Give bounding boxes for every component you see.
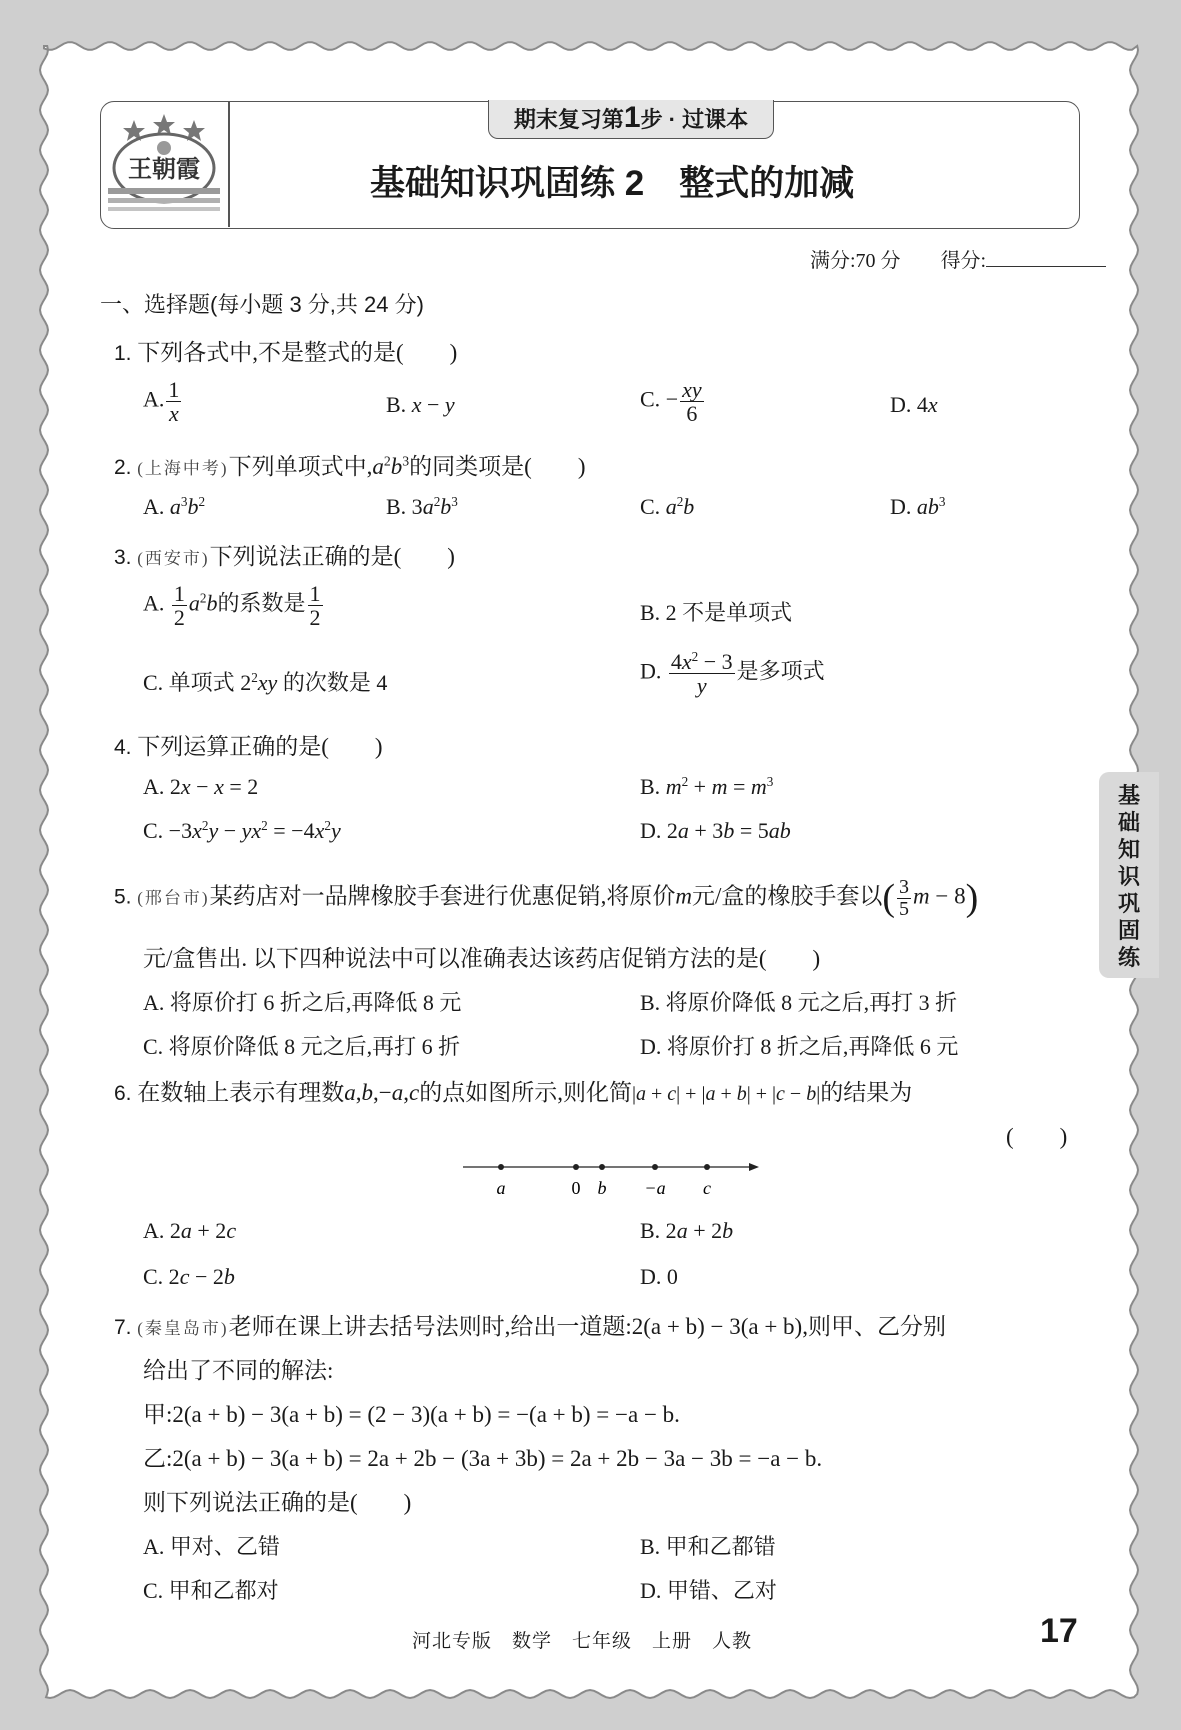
question-1 xyxy=(114,334,457,367)
q2-option-a[interactable]: A. $a^3b^2$ xyxy=(143,494,206,519)
question-5: 5. (邢台市)某药店对一品牌橡胶手套进行优惠促销,将原价m元/盒的橡胶手套以( $\frac{3}{5}$ m − 8) xyxy=(114,875,979,920)
question-stem-mid: 元/盒的橡胶手套以 xyxy=(691,883,883,909)
page-number: 17 xyxy=(1040,1612,1078,1650)
q6-option-c[interactable]: C. 2c − 2b xyxy=(143,1264,235,1289)
side-tab-char: 知 xyxy=(1117,837,1140,862)
q7-solution-yi: 乙:2(a + b) − 3(a + b) = 2a + 2b − (3a + 3b) = 2a + 2b − 3a − 3b = −a − b. xyxy=(143,1446,823,1471)
footer-text: 河北专版 数学 七年级 上册 人教 xyxy=(412,1631,753,1652)
brand-logo xyxy=(104,106,224,222)
question-stem: 下列单项式中, xyxy=(228,454,373,479)
q3-option-a[interactable]: A. $\frac{1}{2}$ $a^2b$的系数是 $\frac{1}{2}$ xyxy=(143,581,321,631)
axis-arrow xyxy=(749,1163,759,1171)
question-number: 7. xyxy=(114,1316,132,1339)
question-number: 6. xyxy=(114,1082,132,1105)
side-tab-char: 巩 xyxy=(1117,891,1140,916)
q7-option-b[interactable]: B. 甲和乙都错 xyxy=(640,1534,776,1559)
score-blank[interactable] xyxy=(986,266,1106,267)
label-c: c xyxy=(703,1178,711,1198)
point-c xyxy=(704,1164,710,1170)
q7-ask: 则下列说法正确的是( ) xyxy=(143,1490,412,1515)
question-stem: 在数轴上表示有理数 xyxy=(137,1080,345,1105)
page-title: 基础知识巩固练 2 整式的加减 xyxy=(370,164,855,203)
q1-option-c[interactable]: C. − $\frac{xy}{6}$ xyxy=(640,377,702,427)
label-a: a xyxy=(496,1178,506,1198)
q1-option-b[interactable]: B. x − y xyxy=(386,392,455,417)
step-suffix: 步 · 过课本 xyxy=(640,107,749,132)
q4-option-d[interactable]: D. 2a + 3b = 5ab xyxy=(640,818,791,843)
option-text-end: 的次数是 4 xyxy=(277,670,388,695)
point-b xyxy=(599,1164,605,1170)
side-tab-char: 练 xyxy=(1117,945,1140,970)
svg-text:王朝霞: 王朝霞 xyxy=(128,154,200,183)
question-source: (上海中考) xyxy=(137,459,229,478)
q4-option-a[interactable]: A. 2x − x = 2 xyxy=(143,774,259,799)
side-tab-char: 基 xyxy=(1117,783,1140,808)
question-7 xyxy=(114,1308,946,1341)
question-4 xyxy=(114,728,383,761)
q6-option-a[interactable]: A. 2a + 2c xyxy=(143,1218,237,1243)
q7-option-a[interactable]: A. 甲对、乙错 xyxy=(143,1534,280,1559)
question-2: 2. (上海中考)下列单项式中$,a^2b^3$的同类项是( ) xyxy=(114,453,586,479)
question-stem: 下列运算正确的是( ) xyxy=(137,734,383,759)
q1-option-a[interactable]: A. $\frac{1}{x}$ xyxy=(143,377,180,427)
option-text: 的系数是 xyxy=(217,590,306,616)
q3-option-b[interactable]: B. 2 不是单项式 xyxy=(640,600,793,625)
question-stem: 某药店对一品牌橡胶手套进行优惠促销,将原价 xyxy=(209,883,676,909)
side-tab xyxy=(1099,772,1159,978)
side-tab-char: 固 xyxy=(1117,918,1140,943)
q6-option-d[interactable]: D. 0 xyxy=(640,1264,678,1289)
question-source: (西安市) xyxy=(137,549,210,568)
q1-option-d[interactable]: D. 4x xyxy=(890,392,938,417)
option-label: D. xyxy=(890,392,912,417)
q7-solution-jia: 甲:2(a + b) − 3(a + b) = (2 − 3)(a + b) = −(a + b) = −a − b. xyxy=(143,1402,680,1427)
option-label: A. xyxy=(143,386,165,412)
label-zero: 0 xyxy=(571,1178,581,1198)
question-stem: 下列说法正确的是( ) xyxy=(209,544,455,569)
q2-option-c[interactable]: C. $a^2b$ xyxy=(640,494,695,519)
side-tab-char: 识 xyxy=(1117,864,1140,889)
q7-stem-continued: 给出了不同的解法: xyxy=(143,1358,334,1383)
section-title: 一、选择题(每小题 3 分,共 24 分) xyxy=(100,292,424,317)
question-3 xyxy=(114,538,455,571)
option-label: C. xyxy=(640,386,661,412)
point-a xyxy=(498,1164,504,1170)
point-zero xyxy=(573,1164,579,1170)
step-number: 1 xyxy=(623,101,641,134)
step-prefix: 期末复习第 xyxy=(513,107,624,132)
label-neg-a: −a xyxy=(644,1178,666,1198)
q2-option-b[interactable]: B. $3a^2b^3$ xyxy=(386,494,458,519)
option-label: B. xyxy=(386,392,407,417)
question-number: 5. xyxy=(114,885,132,909)
question-stem-end: 的同类项是( ) xyxy=(409,454,586,479)
number-line xyxy=(455,1150,765,1200)
question-stem-end: 的结果为 xyxy=(820,1080,913,1105)
point-neg-a xyxy=(652,1164,658,1170)
side-tab-char: 础 xyxy=(1117,810,1140,835)
q5-option-a[interactable]: A. 将原价打 6 折之后,再降低 8 元 xyxy=(143,990,462,1015)
option-text: C. 单项式 xyxy=(143,670,241,695)
q5-option-b[interactable]: B. 将原价降低 8 元之后,再打 3 折 xyxy=(640,990,958,1015)
question-source: (邢台市) xyxy=(137,888,210,908)
q4-option-c[interactable]: C. $-3x^2y - yx^2 = -4x^2y$ xyxy=(143,818,341,843)
q5-option-d[interactable]: D. 将原价打 8 折之后,再降低 6 元 xyxy=(640,1034,959,1059)
header-divider xyxy=(228,101,230,227)
full-score: 满分:70 分 xyxy=(810,250,901,272)
q2-option-d[interactable]: D. $ab^3$ xyxy=(890,494,946,519)
q6-option-b[interactable]: B. 2a + 2b xyxy=(640,1218,734,1243)
question-6: 6. 在数轴上表示有理数a,b,−a,c的点如图所示,则化简|a + c| + |a + b| + |c − b|的结果为 xyxy=(114,1080,913,1105)
question-number: 1. xyxy=(114,342,132,365)
q3-option-c[interactable]: C. 单项式 $2^2xy$ 的次数是 4 xyxy=(143,670,388,695)
q6-answer-paren[interactable]: ( ) xyxy=(1006,1124,1068,1149)
q7-option-c[interactable]: C. 甲和乙都对 xyxy=(143,1578,279,1603)
option-text: 是多项式 xyxy=(736,658,825,684)
q3-option-d[interactable]: D. $\frac{4x^2 - 3}{y}$ 是多项式 xyxy=(640,649,825,699)
score-line xyxy=(810,244,1106,273)
q5-stem-continued: 元/盒售出. 以下四种说法中可以准确表达该药店促销方法的是( ) xyxy=(143,946,821,971)
q5-option-c[interactable]: C. 将原价降低 8 元之后,再打 6 折 xyxy=(143,1034,461,1059)
score-label: 得分: xyxy=(940,250,987,272)
question-stem: 老师在课上讲去括号法则时,给出一道题:2(a + b) − 3(a + b),则甲、乙分别 xyxy=(228,1314,946,1339)
question-number: 3. xyxy=(114,546,132,569)
question-stem-mid: 的点如图所示,则化简 xyxy=(419,1080,632,1105)
question-number: 4. xyxy=(114,736,132,759)
question-number: 2. xyxy=(114,456,132,479)
q4-option-b[interactable]: B. $m^2 + m = m^3$ xyxy=(640,774,774,799)
q7-option-d[interactable]: D. 甲错、乙对 xyxy=(640,1578,777,1603)
label-b: b xyxy=(597,1178,607,1198)
question-source: (秦皇岛市) xyxy=(137,1319,229,1338)
step-banner xyxy=(488,100,774,139)
question-stem: 下列各式中,不是整式的是( ) xyxy=(137,340,458,365)
